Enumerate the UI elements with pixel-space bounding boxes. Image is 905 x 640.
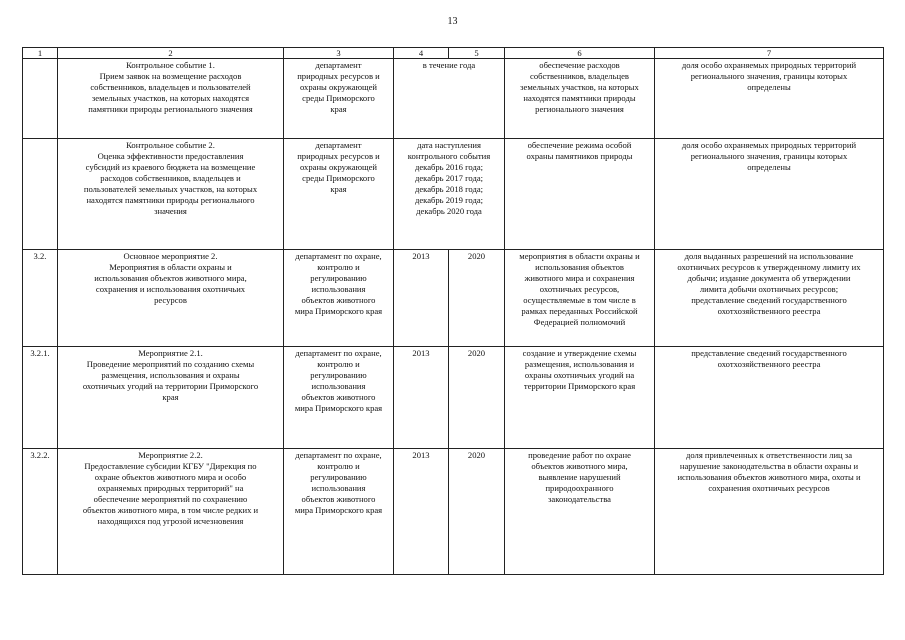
table-row [23, 347, 884, 449]
executor-line: охраны окружающей [299, 162, 378, 172]
indicator-line: охотничьих ресурсов к утвержденному лимиту их [677, 262, 861, 272]
indicator [655, 59, 884, 139]
expected-result-line: размещения, использования и [524, 359, 635, 369]
executor-line: регулированию [310, 472, 367, 482]
activity-title-line: значения [154, 206, 187, 216]
expected-result [505, 139, 655, 250]
expected-result-line: мероприятия в области охраны и [519, 251, 640, 261]
executor-line: регулированию [310, 370, 367, 380]
executor-line: использования [311, 381, 366, 391]
executor-line: департамент [315, 140, 362, 150]
expected-result-line: охраны памятников природы [526, 151, 633, 161]
indicator-line: охотхозяйственного реестра [717, 359, 821, 369]
header-row [23, 48, 884, 59]
executor [284, 347, 394, 449]
activity-title-line: Оценка эффективности предоставления [97, 151, 244, 161]
expected-result-line: охотничьих ресурсов, [539, 284, 620, 294]
activity-title-line: охотничьих угодий на территории Приморского [82, 381, 259, 391]
column-header: 7 [655, 48, 884, 59]
indicator-line: регионального значения, границы которых [690, 71, 848, 81]
executor [284, 139, 394, 250]
row-number [23, 139, 58, 250]
period: в течение года [394, 59, 505, 139]
activity-title-line: ресурсов [154, 295, 187, 305]
activity-title-line: охраняемых природных территорий" на [97, 483, 244, 493]
executor-line: контролю и [317, 359, 360, 369]
period-line: декабрь 2020 года [416, 206, 482, 216]
activity-title-line: сохранения и использования охотничьих [95, 284, 246, 294]
row-number: 3.2. [23, 250, 58, 347]
expected-result-line: животного мира и сохранения [524, 273, 635, 283]
activity-title-line: Контрольное событие 2. [126, 140, 215, 150]
indicator [655, 250, 884, 347]
activity-title-line: края [162, 392, 179, 402]
expected-result-line: законодательства [548, 494, 611, 504]
start-year: 2013 [394, 250, 449, 347]
indicator-line: доля особо охраняемых природных территорий [681, 140, 857, 150]
expected-result-line: собственников, владельцев [530, 71, 629, 81]
end-year: 2020 [449, 250, 505, 347]
table-row [23, 250, 884, 347]
executor-line: использования [311, 284, 366, 294]
executor-line: контролю и [317, 461, 360, 471]
column-header: 1 [23, 48, 58, 59]
expected-result-line: обеспечение режима особой [527, 140, 632, 150]
column-header: 6 [505, 48, 655, 59]
activity-title [58, 449, 284, 575]
expected-result-line: рамках переданных Российской [521, 306, 638, 316]
activity-title-line: Предоставление субсидии КГБУ "Дирекция по [84, 461, 257, 471]
expected-result [505, 347, 655, 449]
period-line: декабрь 2019 года; [414, 195, 484, 205]
executor-line: охраны окружающей [299, 82, 378, 92]
end-year: 2020 [449, 347, 505, 449]
indicator [655, 347, 884, 449]
indicator-line: сохранения охотничьих ресурсов [708, 483, 830, 493]
activity-title-line: Основное мероприятие 2. [123, 251, 218, 261]
indicator-line: определены [747, 82, 791, 92]
period-line: декабрь 2017 года; [414, 173, 484, 183]
row-number [23, 59, 58, 139]
indicator-line: представление сведений государственного [691, 295, 847, 305]
activity-title-line: Мероприятие 2.1. [138, 348, 203, 358]
executor [284, 449, 394, 575]
expected-result-line: выявление нарушений [538, 472, 621, 482]
expected-result-line: регионального значения [535, 104, 624, 114]
executor-line: мира Приморского края [294, 403, 383, 413]
activity-title-line: Контрольное событие 1. [126, 60, 215, 70]
expected-result-line: осуществляемые в том числе в [523, 295, 636, 305]
expected-result-line: находятся памятники природы [523, 93, 636, 103]
executor-line: края [330, 184, 347, 194]
executor-line: природных ресурсов и [297, 151, 380, 161]
executor-line: департамент [315, 60, 362, 70]
indicator-line: охотхозяйственного реестра [717, 306, 821, 316]
indicator-line: нарушение законодательства в области охраны и [679, 461, 859, 471]
expected-result-line: использования объектов [535, 262, 624, 272]
period-line: дата наступления [417, 140, 481, 150]
executor-line: департамент по охране, [295, 348, 382, 358]
expected-result [505, 250, 655, 347]
executor-line: мира Приморского края [294, 505, 383, 515]
column-header: 5 [449, 48, 505, 59]
row-number: 3.2.2. [23, 449, 58, 575]
expected-result [505, 449, 655, 575]
executor-line: департамент по охране, [295, 450, 382, 460]
activity-title-line: использования объектов животного мира, [94, 273, 247, 283]
expected-result-line: природоохранного [545, 483, 614, 493]
start-year: 2013 [394, 449, 449, 575]
activity-title-line: земельных участков, на которых находятся [91, 93, 250, 103]
row-number: 3.2.1. [23, 347, 58, 449]
start-year: 2013 [394, 347, 449, 449]
column-header: 3 [284, 48, 394, 59]
activity-title-line: памятники природы регионального значения [88, 104, 253, 114]
executor-line: среды Приморского [302, 173, 375, 183]
executor-line: среды Приморского [302, 93, 375, 103]
executor-line: объектов животного [301, 295, 376, 305]
activity-title [58, 347, 284, 449]
table-row [23, 449, 884, 575]
expected-result-line: обеспечение расходов [539, 60, 620, 70]
indicator-line: использования объектов животного мира, охоты и [677, 472, 861, 482]
executor-line: департамент по охране, [295, 251, 382, 261]
activity-title [58, 250, 284, 347]
executor-line: использования [311, 483, 366, 493]
page-number: 13 [447, 16, 458, 27]
activity-title-line: Мероприятия в области охраны и [109, 262, 232, 272]
executor-line: природных ресурсов и [297, 71, 380, 81]
program-table [22, 47, 884, 575]
executor [284, 250, 394, 347]
table-row [23, 59, 884, 139]
period-line: декабрь 2018 года; [414, 184, 484, 194]
period-line: контрольного события [407, 151, 491, 161]
expected-result-line: объектов животного мира, [531, 461, 628, 471]
indicator-line: лимита добычи охотничьих ресурсов; [699, 284, 839, 294]
activity-title [58, 139, 284, 250]
expected-result-line: территории Приморского края [523, 381, 636, 391]
indicator-line: доля выданных разрешений на использование [684, 251, 854, 261]
period-line: декабрь 2016 года; [414, 162, 484, 172]
end-year: 2020 [449, 449, 505, 575]
executor-line: регулированию [310, 273, 367, 283]
expected-result-line: земельных участков, на которых [520, 82, 639, 92]
expected-result-line: Федерацией полномочий [533, 317, 626, 327]
activity-title-line: субсидий из краевого бюджета на возмещение [85, 162, 256, 172]
table-row [23, 139, 884, 250]
activity-title-line: пользователей земельных участков, на которых [83, 184, 258, 194]
expected-result [505, 59, 655, 139]
expected-result-line: охраны охотничьих угодий на [524, 370, 635, 380]
activity-title-line: размещения, использования и охраны [101, 370, 240, 380]
activity-title-line: находятся памятники природы регионального [86, 195, 255, 205]
expected-result-line: создание и утверждение схемы [522, 348, 637, 358]
column-header: 2 [58, 48, 284, 59]
activity-title-line: объектов животного мира, в том числе редких и [82, 505, 259, 515]
activity-title-line: Мероприятие 2.2. [138, 450, 203, 460]
executor-line: края [330, 104, 347, 114]
executor-line: объектов животного [301, 392, 376, 402]
activity-title-line: находящихся под угрозой исчезновения [97, 516, 244, 526]
indicator-line: добычи; издание документа об утверждении [687, 273, 851, 283]
indicator-line: определены [747, 162, 791, 172]
indicator [655, 449, 884, 575]
activity-title-line: расходов собственников, владельцев и [100, 173, 241, 183]
indicator [655, 139, 884, 250]
expected-result-line: проведение работ по охране [528, 450, 631, 460]
executor-line: объектов животного [301, 494, 376, 504]
executor-line: мира Приморского края [294, 306, 383, 316]
activity-title-line: охране объектов животного мира и особо [94, 472, 247, 482]
activity-title-line: собственников, владельцев и пользователей [90, 82, 251, 92]
period [394, 139, 505, 250]
activity-title-line: обеспечение мероприятий по сохранению [93, 494, 248, 504]
executor-line: контролю и [317, 262, 360, 272]
indicator-line: регионального значения, границы которых [690, 151, 848, 161]
column-header: 4 [394, 48, 449, 59]
indicator-line: доля особо охраняемых природных территорий [681, 60, 857, 70]
activity-title [58, 59, 284, 139]
activity-title-line: Прием заявок на возмещение расходов [99, 71, 242, 81]
activity-title-line: Проведение мероприятий по созданию схемы [86, 359, 255, 369]
indicator-line: доля привлеченных к ответственности лиц за [685, 450, 853, 460]
indicator-line: представление сведений государственного [691, 348, 847, 358]
executor [284, 59, 394, 139]
